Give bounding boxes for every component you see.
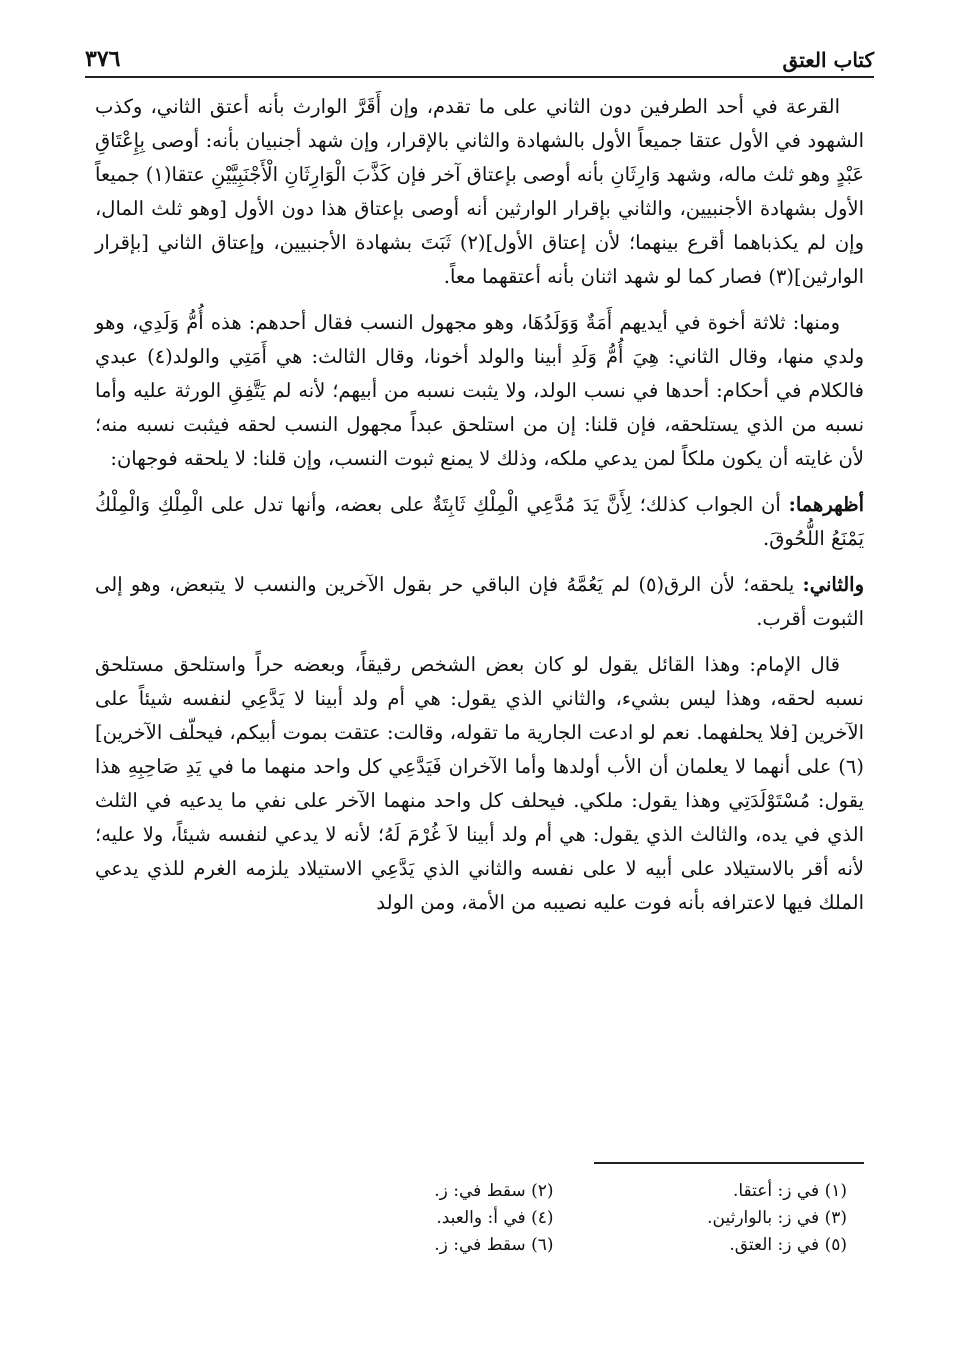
footnote: (٦) سقط في: ز. [434,1235,554,1255]
page-number: ٣٧٦ [85,46,121,72]
footnote: (٢) سقط في: ز. [434,1181,554,1201]
paragraph-text: أن الجواب كذلك؛ لِأَنَّ يَدَ مُدَّعِي الْمِلْكِ ثَابِتَةٌ على بعضه، وأنها تدل على الْمِلْكِ وَالْمِلْكُ يَمْنَعُ اللُّحُوقَ. [95,493,864,550]
paragraph-lead: أظهرهما: [788,493,865,516]
paragraph [95,90,864,294]
paragraph [95,648,864,920]
running-title: كتاب العتق [782,48,874,72]
paragraph-lead: والثاني: [802,573,864,596]
footnote: (٣) في ز: بالوارثين. [707,1208,847,1228]
paragraph-text: يلحقه؛ لأن الرق(٥) لم يَعُمَّهُ فإن الباقي حر بقول الآخرين والنسب لا يتبعض، وهو إلى الثبوت أقرب. [95,573,864,630]
footnote: (٥) في ز: العتق. [729,1235,847,1255]
main-text [95,90,864,932]
footnote-divider [594,1162,864,1164]
footnotes [300,1178,847,1259]
page-header [85,30,874,78]
paragraph [95,306,864,476]
footnote: (١) في ز: أعتقا. [732,1181,847,1201]
paragraph [95,568,864,636]
footnote: (٤) في أ: والعبد. [436,1208,554,1228]
paragraph-text: ومنها: ثلاثة أخوة في أيديهم أَمَةٌ وَوَلَدُهَا، وهو مجهول النسب فقال أحدهم: هذه أُمُّ وَلَدِي، وهو ولدي منها، وقال الثاني: هِيَ أُمُّ وَلَدِ أبينا والولد أخونا، وقال الثالث: هي أَمَتِي والولد(٤) عبدي فالكلام في أحكام: أحدها في نسب الولد، ولا يثبت نسبه من أبيهم؛ لأنه لم يَتَّفِقِ الورثة عليه وأما نسبه من الذي يستلحقه، فإن قلنا: إن من استلحق عبداً مجهول النسب لحقه فيثبت نسبه منه؛ لأن غايته أن يكون ملكاً لمن يدعي ملكه، وذلك لا يمنع ثبوت النسب، وإن قلنا: لا يلحقه فوجهان: [95,311,864,470]
paragraph-text: القرعة في أحد الطرفين دون الثاني على ما تقدم، وإن أَقَرَّ الوارث بأنه أعتق الثاني، وكذب الشهود في الأول عتقا جميعاً الأول بالشهادة والثاني بالإقرار، وإن شهد أجنبيان بأنه: أوصى بِإِعْتَاقِ عَبْدٍ وهو ثلث ماله، وشهد وَارِثَانِ بأنه أوصى بإعتاق آخر فإن كَذَّبَ الْوَارِثَانِ الْأَجْنَبِيَّيْنِ عتقا(١) جميعاً الأول بشهادة الأجنبيين، والثاني بإقرار الوارثين أنه أوصى بإعتاق هذا دون الأول [وهو ثلث المال، وإن لم يكذباهما أقرع بينهما؛ لأن إعتاق الأول](٢) ثَبَتَ بشهادة الأجنبيين، وإعتاق الثاني [بإقرار الوارثين](٣) فصار كما لو شهد اثنان بأنه أعتقهما معاً. [95,95,864,288]
paragraph [95,488,864,556]
paragraph-text: قال الإمام: وهذا القائل يقول لو كان بعض الشخص رقيقاً، وبعضه حراً واستلحق مستلحق نسبه لحقه، وهذا ليس بشيء، والثاني الذي يقول: هي أم ولد أبينا لا يَدَّعِي لنفسه شيئاً على الآخرين [فلا يحلفهما. نعم لو ادعت الجارية ما تقوله، وقالت: عتقت بموت أبيكم، فيحلّف الآخرين](٦) على أنهما لا يعلمان أن الأب أولدها وأما الآخران فَيَدَّعِي كل واحد منهما ما في يَدِ صَاحِبِهِ هذا يقول: مُسْتَوْلَدَتِي وهذا يقول: ملكي. فيحلف كل واحد منهما الآخر على نفي ما يدعيه في الثلث الذي في يده، والثالث الذي يقول: هي أم ولد أبينا لاَ غُرْمَ لَهُ؛ لأنه لا يدعي لنفسه شيئاً، ولا عليه؛ لأنه أقر بالاستيلاد على أبيه لا على نفسه والثاني الذي يَدَّعِي الاستيلاد يلزمه الغرم للذي يدعي الملك فيها لاعترافه بأنه فوت عليه نصيبه من الأمة، ومن الولد [95,653,864,914]
